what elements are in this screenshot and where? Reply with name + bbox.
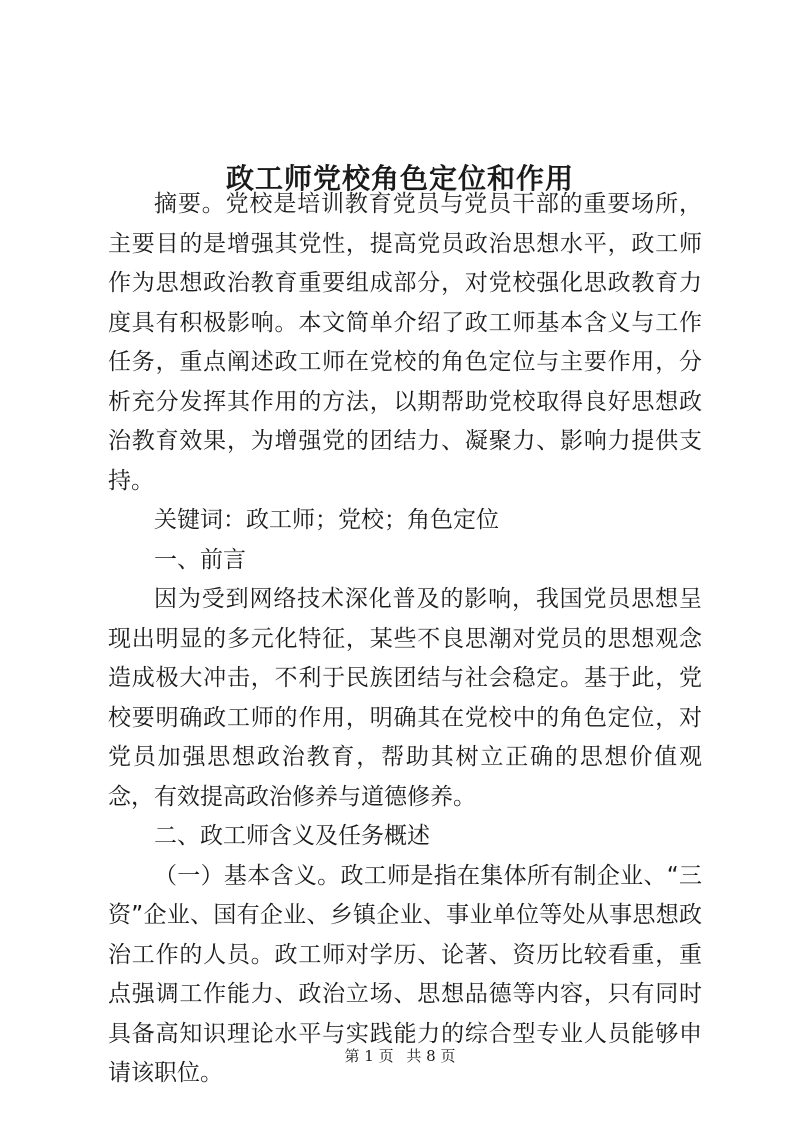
page-total: 共 8 页 [406, 1047, 456, 1065]
document-body [108, 185, 702, 1094]
abstract-paragraph: 摘要。党校是培训教育党员与党员干部的重要场所，主要目的是增强其党性，提高党员政治思想水平，政工师作为思想政治教育重要组成部分，对党校强化思政教育力度具有积极影响。本文简单介绍了政工师基本含义与工作任务，重点阐述政工师在党校的角色定位与主要作用，分析充分发挥其作用的方法，以期帮助党校取得良好思想政治教育效果，为增强党的团结力、凝聚力、影响力提供支持。 [108, 191, 702, 494]
page-number: 第 1 页 [344, 1047, 394, 1065]
page-footer [0, 1046, 800, 1066]
section-heading-overview: 二、政工师含义及任务概述 [154, 823, 430, 849]
section-heading-preface: 一、前言 [154, 546, 246, 573]
document-title: 政工师党校角色定位和作用 [225, 161, 574, 195]
basic-meaning-paragraph: （一）基本含义。政工师是指在集体所有制企业、“三资”企业、国有企业、乡镇企业、事业单位等处从事思想政治工作的人员。政工师对学历、论著、资历比较看重，重点强调工作能力、政治立场、思想品德等内容，只有同时具备高知识理论水平与实践能力的综合型专业人员能够申请该职位。 [108, 862, 702, 1086]
preface-paragraph: 因为受到网络技术深化普及的影响，我国党员思想呈现出明显的多元化特征，某些不良思潮对党员的思想观念造成极大冲击，不利于民族团结与社会稳定。基于此，党校要明确政工师的作用，明确其在党校中的角色定位，对党员加强思想政治教育，帮助其树立正确的思想价值观念，有效提高政治修养与道德修养。 [108, 586, 702, 810]
keywords-paragraph: 关键词：政工师；党校；角色定位 [154, 507, 499, 533]
